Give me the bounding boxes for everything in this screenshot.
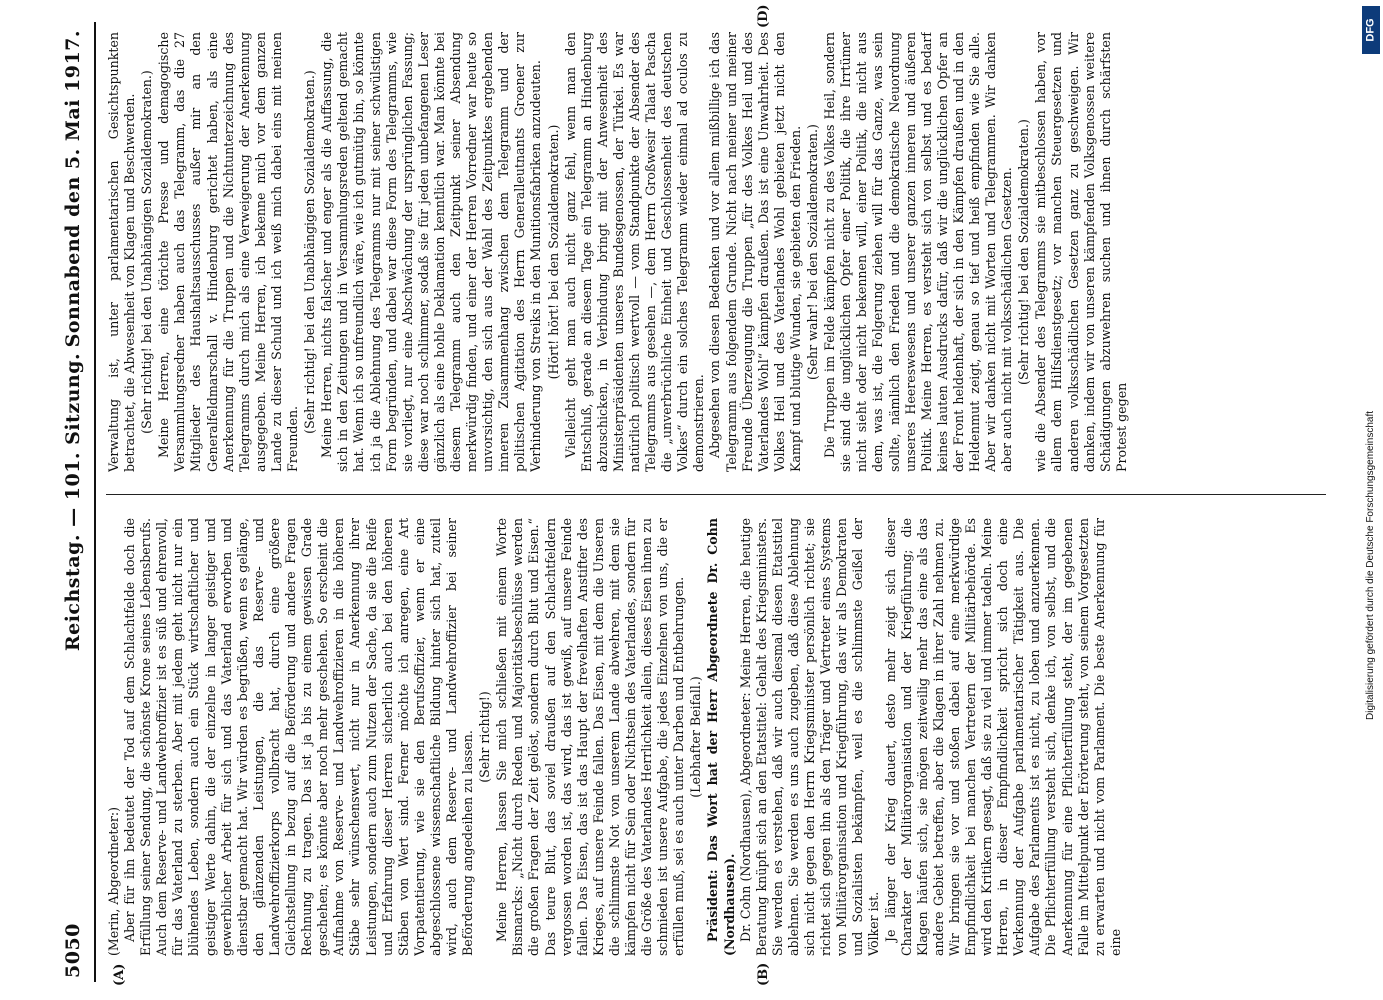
paragraph: Aber für ihn bedeutet der Tod auf dem Schlachtfelde doch die Erfüllung seiner Sendung, die schönste Krone seines Lebensberufs. Auch dem Reserve- und Landwehroffizier ist es süß und ehrenvoll, für das Vaterland zu sterben. Aber mit jedem geht nicht nur ein blühendes Leben, sondern auch ein Stück wirtschaftlicher und geistiger Werte dahin, die der einzelne in langer geistiger und gewerblicher Arbeit für sich und das Vaterland erworben und dienstbar gemacht hat. Wir würden es begrüßen, wenn es gelänge, den glänzenden Leistungen, die das Reserve- und Landwehroffizierkorps vollbracht hat, durch eine größere Gleichstellung in bezug auf die Beförderung und andere Fragen Rechnung zu tragen. Das ist ja bis zu einem gewissen Grade geschehen; es könnte aber noch mehr geschehen. So erscheint die Aufnahme von Reserve- und Landwehroffizieren in die höheren Stäbe sehr wünschenswert, nicht nur in Anerkennung ihrer Leistungen, sondern auch zum Nutzen der Sache, da sie die Reife und Erfahrung dieser Herren sicherlich auch bei den höheren Stäben von Wert sind. Ferner möchte ich anregen, eine Art Vorpatentierung, wie sie den Berufsoffizier, wenn er eine abgeschlossene wissenschaftliche Bildung hinter sich hat, zuteil wird, auch dem Reserve- und Landwehroffizier bei seiner Beförderung angedeihen zu lassen. — [122, 518, 476, 956]
dfg-logo — [1362, 6, 1380, 54]
president-statement: Präsident: Das Wort hat der Herr Abgeordnete Dr. Cohn (Nordhausen). — [705, 518, 737, 956]
session-title: Reichstag. — 101. Sitzung. — [62, 352, 84, 652]
speaker-heading: (Merin, Abgeordneter:) — [106, 806, 121, 956]
reaction: (Sehr richtig!) — [477, 691, 493, 783]
reaction: (Sehr richtig! bei den Unabhängigen Sozialdemokraten.) — [139, 70, 155, 434]
paragraph: Meine Herren, lassen Sie mich schließen mit einem Worte Bismarcks: „Nicht durch Reden und Majoritätsbeschlüsse werden die großen Fragen der Zeit gelöst, sondern durch Blut und Eisen.“ Das teure Blut, das soviel draußen auf den Schlachtfeldern vergossen worden ist, das wird, das ist gewiß, auf unsere Feinde fallen. Das Eisen, das ist das Haupt der frevelhaften Anstifter des Krieges, auf unsere Feinde fallen. Das Eisen, mit dem die Unseren die schlimmste Not von unserem Lande abwehren, mit dem sie kämpfen nicht für Sein oder Nichtsein des Vaterlandes, sondern für die Größe des Vaterlandes Herrlichkeit allein, dieses Eisen ihnen zu schmieden ist unsere Aufgabe, die jedes Einzelnen von uns, die er erfüllen muß, sei es auch unter Darben und Entbehrungen. — [494, 518, 687, 956]
paragraph: Dr. Cohn (Nordhausen), Abgeordneter: Meine Herren, die heutige Beratung knüpft sich an den Etatstitel: Gehalt des Kriegsministers. Sie werden es verstehen, daß wir auch diesmal diesen Etatstitel ablehnen. Sie werden es uns auch zugeben, daß diese Ablehnung sich nicht gegen den Herrn Kriegsminister persönlich richtet; sie richtet sich gegen ihn als den Träger und Vertreter eines Systems von Militärorganisation und Kriegführung, das wir als Demokraten und Sozialisten bekämpfen, weil es die schlimmste Geißel der Völker ist. — [737, 518, 882, 956]
reaction: (Sehr richtig! bei den Sozialdemokraten.) — [1016, 119, 1032, 385]
page-number: 5050 — [62, 923, 84, 978]
paragraph: Je länger der Krieg dauert, desto mehr zeigt sich dieser Charakter der Militärorganisation und der Kriegführung; die Klagen häufen sich, sie mögen zeitweilig mehr das eine als das andere Gebiet betreffen, aber die Klagen in ihrer Zahl nehmen zu. Wir bringen sie vor und stoßen dabei auf eine merkwürdige Empfindlichkeit bei manchen Vertretern der Militärbehörde. Es wird den Kritikern gesagt, daß sie zu viel und immer tadeln. Meine Herren, in dieser Empfindlichkeit spricht sich doch eine Verkennung der Aufgabe parlamentarischer Tätigkeit aus. Die Aufgabe des Parlaments ist es nicht, zu loben und anzuerkennen. Die Pflichterfüllung versteht sich, denke ich, von selbst, und die Anerkennung für eine Pflichterfüllung steht, der im gegebenen Falle im Mittelpunkt der Erörterung steht, von seinem Vorgesetzten zu erwarten und nicht vom Parlament. Die beste Anerkennung für eine — [882, 518, 1123, 956]
session-date: Sonnabend den 5. Mai 1917. — [62, 30, 84, 348]
paragraph: Meine Herren, eine törichte Presse und demagogische Versammlungsredner haben auch das Telegramm, das die 27 Mitglieder des Haushaltsausschusses außer mir an den Generalfeldmarschall v. Hindenburg gerichtet haben, als eine Anerkennung für die Truppen und die Nichtunterzeichnung des Telegramms durch mich als eine Verweigerung der Anerkennung ausgegeben. Meine Herren, ich bekenne mich vor dem ganzen Lande zu dieser Schuld und ich weiß mich dabei eins mit meinen Freunden. — [156, 32, 301, 472]
left-column — [106, 518, 1326, 956]
paragraph: Meine Herren, nichts falscher und enger als die Auffassung, die sich in den Zeitungen und in Versammlungsreden geltend gemacht hat. Wenn ich so unfreundlich wäre, wie ich gutmütig bin, so könnte ich ja die Ablehnung des Telegramms nur mit seiner schwülstigen Form begründen, und dabei war diese Form des Telegramms, wie sie vorliegt, nur eine Abschwächung der ursprünglichen Fassung; diese war noch schlimmer, sodaß sie für jeden unbefangenen Leser gänzlich als eine hohle Deklamation kenntlich war. Man könnte bei diesem Telegramm auch den Zeitpunkt seiner Absendung merkwürdig finden, und einer der Herren Vorredner war heute so unvorsichtig, den sich aus der Wahl des Zeitpunktes ergebenden inneren Zusammenhang zwischen dem Telegramm und der politischen Agitation des Herrn Generalleutnants Groener zur Verhinderung von Streiks in den Munitionsfabriken anzudeuten. — [319, 32, 544, 472]
reaction: (Sehr wahr! bei den Sozialdemokraten.) — [805, 124, 821, 380]
right-column — [106, 32, 1326, 472]
paragraph: Abgesehen von diesen Bedenken und vor allem mißbillige ich das Telegramm aus folgendem Grunde. Nicht nach meiner und meiner Freunde Überzeugung die Truppen „für des Volkes Heil und des Vaterlandes Wohl“ kämpfen draußen. Das ist eine Unwahrheit. Des Volkes Heil und des Vaterlandes Wohl gebieten jetzt nicht den Kampf und blutige Wunden, sie gebieten den Frieden. — [707, 32, 803, 472]
page-header — [58, 22, 92, 982]
credit-strip — [1361, 0, 1381, 1000]
margin-marker-d: (D) — [756, 4, 771, 28]
header-rule — [94, 22, 96, 982]
margin-marker-a: (A) — [112, 963, 127, 986]
reaction: (Lebhafter Beifall.) — [688, 676, 704, 798]
paragraph: Vielleicht geht man auch nicht ganz fehl, wenn man den Entschluß, gerade an diesem Tage ein Telegramm an Hindenburg abzuschicken, in Verbindung bringt mit der Anwesenheit des Ministerpräsidenten unseres Bundesgenossen, der Türkei. Es war natürlich politisch wertvoll — vom Standpunkte der Absender des Telegramms aus gesehen —, dem Herrn Großwesir Talaat Pascha die „unverbrüchliche Einheit und Geschlossenheit des deutschen Volkes“ durch ein solches Telegramm wieder einmal ad oculos zu demonstrieren. — [562, 32, 707, 472]
column-divider — [106, 494, 1326, 495]
printed-page — [36, 0, 1346, 1000]
paragraph: wie die Absender des Telegramms sie mitbeschlossen haben, vor allem dem Hilfsdienstgesetz; vor manchen Steuergesetzen und anderen volksschädlichen Gesetzen ganz zu geschweigen. Wir danken, indem wir von unseren kämpfenden Volksgenossen weitere Schädigungen abzuwehren suchen und ihnen durch schärfsten Protest gegen — [1033, 32, 1129, 472]
paragraph: Die Truppen im Felde kämpfen nicht zu des Volkes Heil, sondern sie sind die unglücklichen Opfer einer Politik, die ihre Irrtümer nicht sieht oder nicht bekennen will, einer Politik, die nicht aus dem, was ist, die Folgerung ziehen will für das Ganze, was sein sollte, nämlich den Frieden und die demokratische Neuordnung unseres Heereswesens und unserer ganzen inneren und äußeren Politik. Meine Herren, es versteht sich von selbst und es bedarf keines lauten Ausdrucks dafür, daß wir die unglücklichen Opfer an der Front heldenhaft, der sich in den Kämpfen draußen und in den Heldenmut zeigt, genau so tief und heiß empfinden wie Sie alle. Aber wir danken nicht mit Worten und Telegrammen. Wir danken aber auch nicht mit volksschädlichen Gesetzen. — [822, 32, 1015, 472]
paragraph: Verwaltung ist, unter parlamentarischen Gesichtspunkten betrachtet, die Abwesenheit von Klagen und Beschwerden. — [106, 32, 138, 472]
reaction: (Hört! hört! bei den Sozialdemokraten.) — [545, 124, 561, 380]
margin-marker-b: (B) — [756, 962, 771, 986]
credit-text: Digitalisierung gefördert durch die Deutsche Forschungsgemeinschaft — [1365, 410, 1376, 720]
dfg-logo-text: DFG — [1365, 18, 1378, 42]
reaction: (Sehr richtig! bei den Unabhängigen Sozialdemokraten.) — [302, 70, 318, 434]
